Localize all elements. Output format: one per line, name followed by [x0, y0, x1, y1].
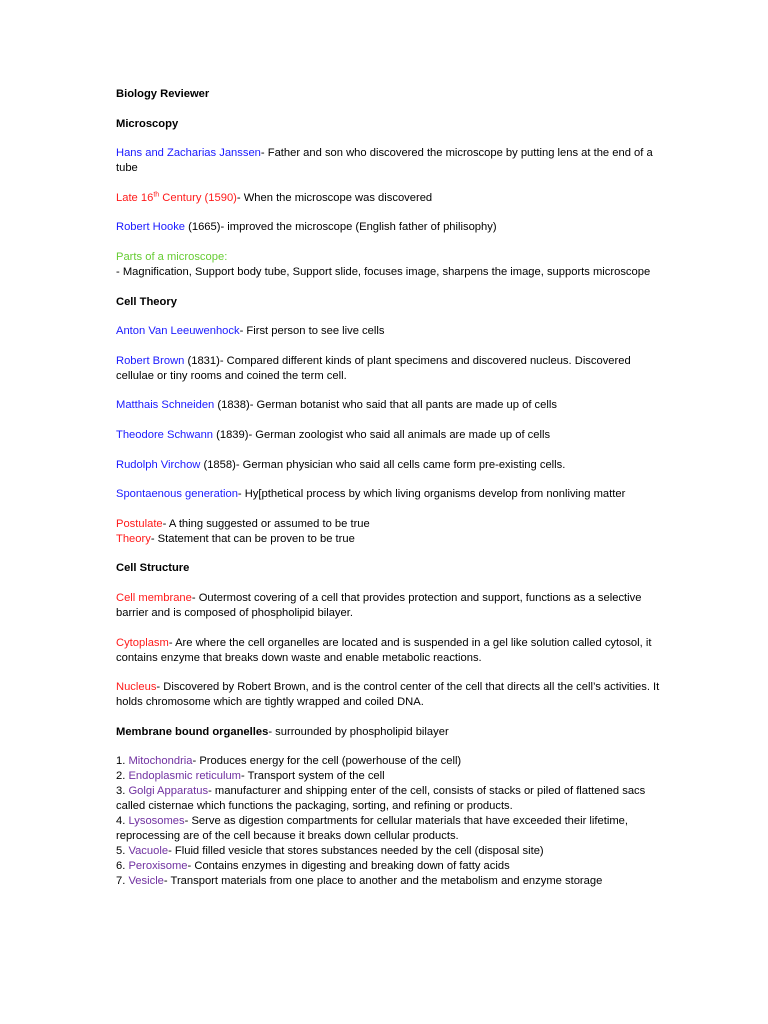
entry-hooke [116, 220, 661, 235]
term-nucleus: Nucleus [116, 681, 157, 694]
def-theory: - Statement that can be proven to be true [150, 532, 355, 545]
section-heading-cell-structure: Cell Structure [116, 562, 190, 575]
list-item: 7. Vesicle- Transport materials from one place to another and the metabolism and enzyme storage [116, 875, 603, 888]
term-endoplasmic-reticulum: Endoplasmic reticulum [128, 770, 241, 783]
entry-membrane-bound-organelles [116, 725, 661, 740]
section-heading-cell-theory: Cell Theory [116, 295, 177, 308]
entry-cell-membrane [116, 591, 661, 621]
entry-parts-term [116, 250, 661, 265]
def-late-16th-century: - When the microscope was discovered [236, 191, 433, 204]
entry-postulate [116, 517, 661, 532]
def-hooke: (1665)- improved the microscope (English father of philisophy) [185, 221, 497, 234]
list-item: 5. Vacuole- Fluid filled vesicle that stores substances needed by the cell (disposal site) [116, 845, 544, 858]
def-schneiden: (1838)- German botanist who said that all pants are made up of cells [214, 399, 557, 412]
term-late-16th-century: Late 16th Century (1590) [116, 191, 237, 204]
entry-nucleus [116, 680, 661, 710]
term-mitochondria: Mitochondria [128, 755, 193, 768]
term-cell-membrane: Cell membrane [116, 591, 192, 604]
document-title: Biology Reviewer [116, 88, 210, 100]
term-hooke: Robert Hooke [116, 221, 186, 234]
entry-schwann [116, 428, 661, 443]
entry-schneiden [116, 398, 661, 413]
section-heading-organelles: Membrane bound organelles [116, 725, 269, 738]
document-page [116, 87, 661, 889]
list-item: 6. Peroxisome- Contains enzymes in digesting and breaking down of fatty acids [116, 860, 510, 873]
entry-virchow [116, 458, 661, 473]
term-schwann: Theodore Schwann [116, 428, 214, 441]
entry-robert-brown [116, 354, 661, 384]
term-spontaneous-generation: Spontaenous generation [116, 488, 238, 501]
term-janssen: Hans and Zacharias Janssen [116, 147, 261, 160]
entry-cytoplasm [116, 636, 661, 666]
def-virchow: (1858)- German physician who said all cells came form pre-existing cells. [200, 458, 566, 471]
list-item: 2. Endoplasmic reticulum- Transport system of the cell [116, 770, 385, 783]
def-janssen: - Father and son who discovered the microscope by putting lens at the end of a tube [116, 147, 653, 175]
def-spontaneous-generation: - Hy[pthetical process by which living organisms develop from nonliving matter [237, 488, 626, 501]
def-schwann: (1839)- German zoologist who said all animals are made up of cells [213, 428, 551, 441]
list-item: 4. Lysosomes- Serve as digestion compartments for cellular materials that have exceeded their lifetime, reprocessing are of the cell because it breaks down cellular products. [116, 815, 628, 843]
term-cytoplasm: Cytoplasm [116, 636, 169, 649]
organelle-list [116, 754, 661, 889]
def-robert-brown: (1831)- Compared different kinds of plant specimens and discovered nucleus. Discovered cellulae or tiny rooms and coined the term cell. [116, 354, 631, 382]
list-item: 1. Mitochondria- Produces energy for the cell (powerhouse of the cell) [116, 755, 462, 768]
def-cytoplasm: - Are where the cell organelles are located and is suspended in a gel like solution called cytosol, it contains enzyme that breaks down waste and enable metabolic reactions. [116, 636, 652, 664]
term-vesicle: Vesicle [128, 875, 164, 888]
term-parts-of-microscope: Parts of a microscope: [116, 250, 228, 263]
term-peroxisome: Peroxisome [128, 860, 188, 873]
entry-theory [116, 532, 661, 547]
entry-leeuwenhock [116, 324, 661, 339]
term-leeuwenhock: Anton Van Leeuwenhock [116, 325, 240, 338]
entry-janssen [116, 146, 661, 176]
entry-parts-def: - Magnification, Support body tube, Support slide, focuses image, sharpens the image, supports microscope [116, 265, 651, 278]
term-vacuole: Vacuole [128, 845, 169, 858]
def-postulate: - A thing suggested or assumed to be true [162, 517, 370, 530]
term-schneiden: Matthais Schneiden [116, 399, 215, 412]
entry-spontaneous-generation [116, 487, 661, 502]
def-nucleus: - Discovered by Robert Brown, and is the control center of the cell that directs all the cell’s activities. It holds chromosome which are tightly wrapped and coiled DNA. [116, 681, 660, 709]
superscript-th: th [153, 191, 160, 199]
term-postulate: Postulate [116, 517, 163, 530]
def-cell-membrane: - Outermost covering of a cell that provides protection and support, functions as a selective barrier and is composed of phospholipid bilayer. [116, 591, 642, 619]
list-item: 3. Golgi Apparatus- manufacturer and shipping enter of the cell, consists of stacks or piled of flattened sacs called cisternae which functions the packaging, sorting, and refining or products. [116, 785, 646, 813]
term-lysosomes: Lysosomes [128, 815, 185, 828]
term-robert-brown: Robert Brown [116, 354, 185, 367]
term-golgi-apparatus: Golgi Apparatus [128, 785, 209, 798]
section-heading-microscopy: Microscopy [116, 117, 179, 130]
term-virchow: Rudolph Virchow [116, 458, 201, 471]
term-theory: Theory [116, 532, 151, 545]
def-leeuwenhock: - First person to see live cells [239, 325, 385, 338]
def-organelles: - surrounded by phospholipid bilayer [268, 725, 449, 738]
entry-late-16th-century [116, 191, 661, 206]
